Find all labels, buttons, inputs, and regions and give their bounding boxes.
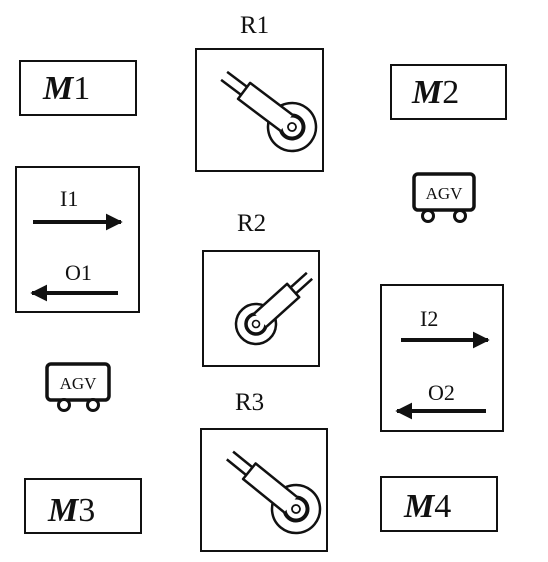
robot-r2-label: R2 — [237, 210, 267, 237]
machine-m2-letter: M — [412, 74, 443, 111]
machine-m4-letter: M — [404, 488, 435, 525]
agv-1-label: AGV — [425, 184, 463, 203]
robot-r3-arm-icon — [215, 437, 330, 543]
machine-m4-number: 4 — [434, 488, 452, 525]
robot-r1-arm-icon — [210, 57, 326, 161]
output-o2-label: O2 — [428, 380, 455, 405]
robot-r3-label: R3 — [235, 389, 265, 416]
agv-1-icon — [414, 174, 474, 222]
input-i2-label: I2 — [420, 306, 439, 331]
robot-r2-arm-icon — [228, 261, 323, 352]
input-i1-label: I1 — [60, 186, 79, 211]
agv-2-label: AGV — [59, 374, 97, 393]
machine-m2-number: 2 — [442, 74, 460, 111]
output-o1-label: O1 — [65, 260, 92, 285]
agv-2-icon — [47, 364, 109, 411]
machine-m1-number: 1 — [73, 70, 91, 107]
machine-m3-number: 3 — [78, 492, 96, 529]
machine-m3-letter: M — [48, 492, 79, 529]
machine-m1-letter: M — [43, 70, 74, 107]
robot-r1-label: R1 — [240, 12, 270, 39]
